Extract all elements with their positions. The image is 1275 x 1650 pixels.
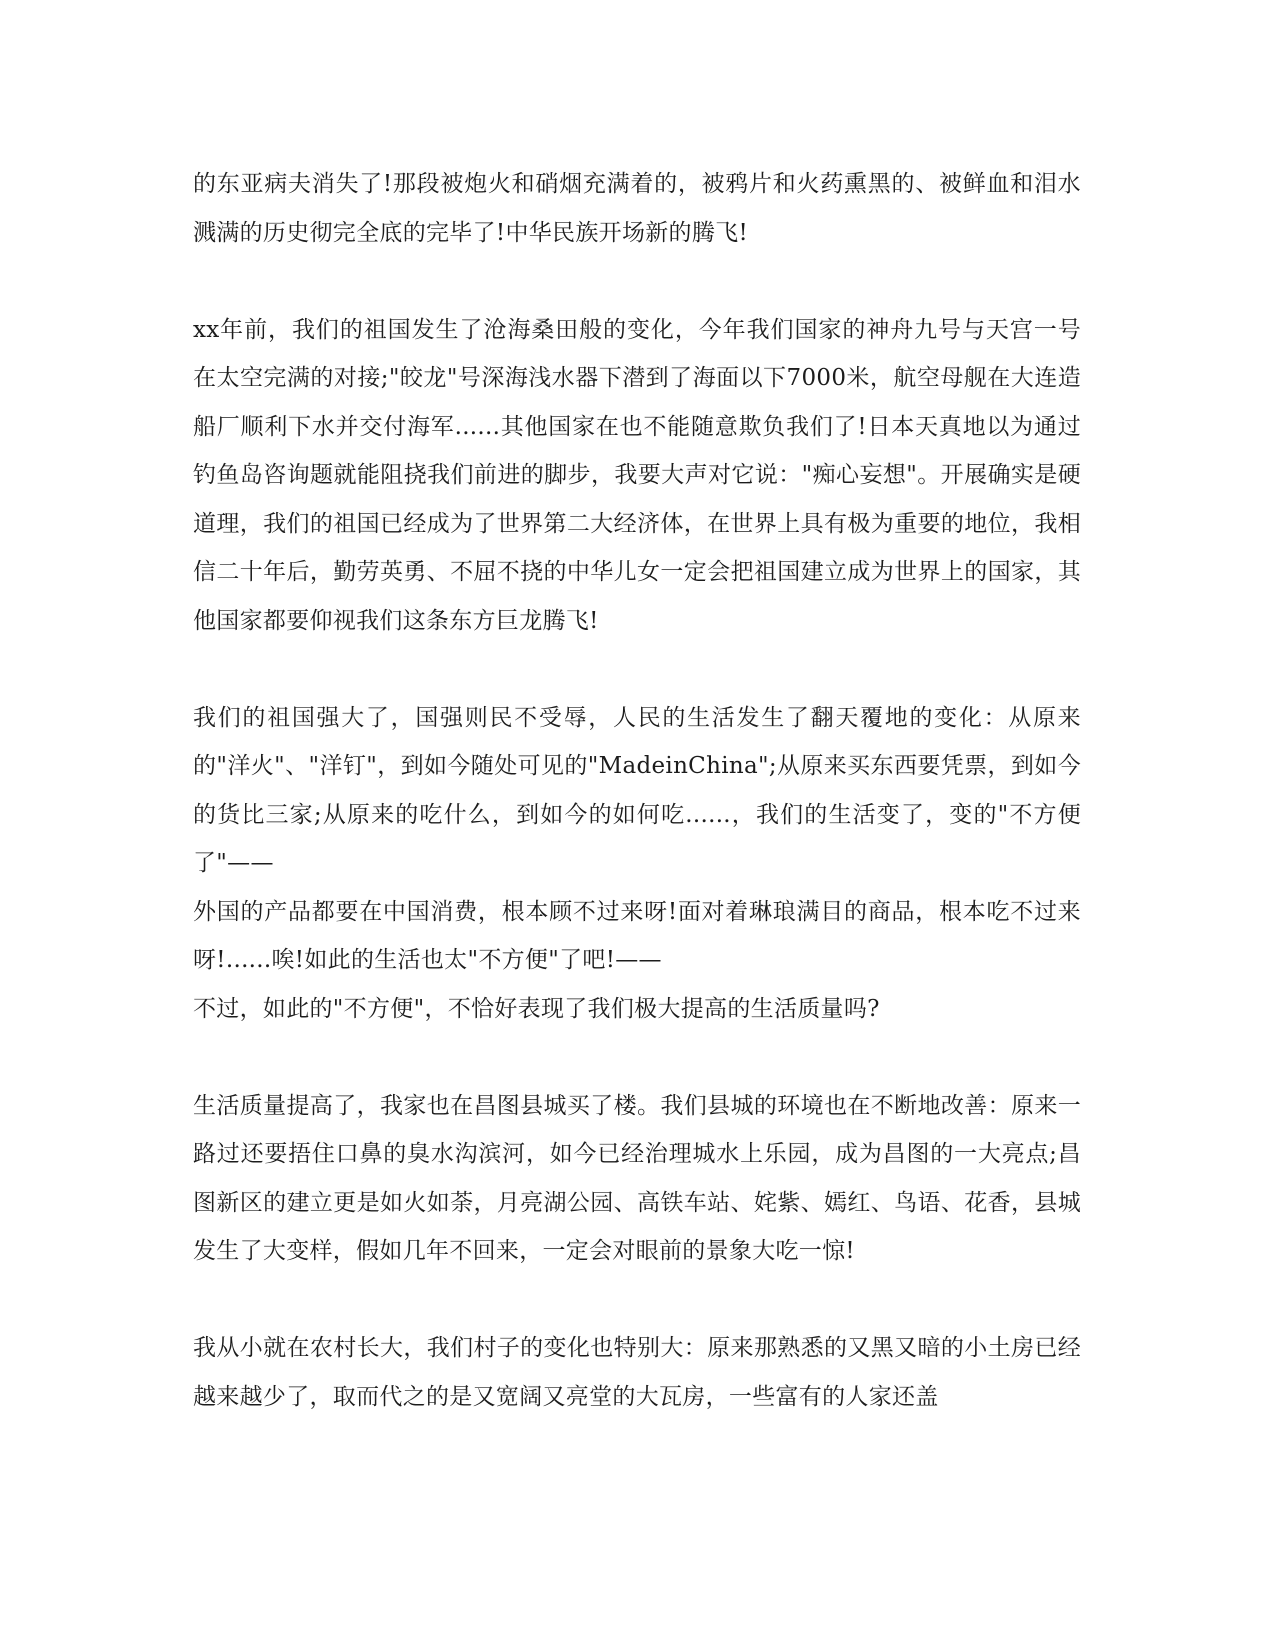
paragraph-5: 不过，如此的"不方便"，不恰好表现了我们极大提高的生活质量吗? [193, 995, 880, 1022]
paragraph-6: 生活质量提高了，我家也在昌图县城买了楼。我们县城的环境也在不断地改善：原来一路过还要捂住口鼻的臭水沟滨河，如今已经治理城水上乐园，成为昌图的一大亮点;昌图新区的建立更是如火如荼，月亮湖公园、高铁车站、姹紫、嫣红、鸟语、花香，县城发生了大变样，假如几年不回来，一定会对眼前的景象大吃一惊! [193, 1092, 1081, 1264]
paragraph-spacer [193, 645, 1081, 694]
paragraph-3: 我们的祖国强大了，国强则民不受辱，人民的生活发生了翻天覆地的变化：从原来的"洋火"、"洋钉"，到如今随处可见的"MadeinChina";从原来买东西要凭票，到如今的货比三家;从原来的吃什么，到如今的如何吃......，我们的生活变了，变的"不方便了"—— [193, 704, 1081, 876]
paragraph-1: 的东亚病夫消失了!那段被炮火和硝烟充满着的，被鸦片和火药熏黑的、被鲜血和泪水溅满的历史彻完全底的完毕了!中华民族开场新的腾飞! [193, 171, 1081, 246]
paragraph-spacer [193, 257, 1081, 306]
document-body [193, 160, 1081, 1421]
paragraph-spacer [193, 1033, 1081, 1082]
paragraph-4: 外国的产品都要在中国消费，根本顾不过来呀!面对着琳琅满目的商品，根本吃不过来呀!......唉!如此的生活也太"不方便"了吧!—— [193, 898, 1081, 973]
paragraph-7: 我从小就在农村长大，我们村子的变化也特别大：原来那熟悉的又黑又暗的小土房已经越来越少了，取而代之的是又宽阔又亮堂的大瓦房，一些富有的人家还盖 [193, 1335, 1081, 1410]
paragraph-spacer [193, 1276, 1081, 1325]
paragraph-2: xx年前，我们的祖国发生了沧海桑田般的变化，今年我们国家的神舟九号与天宫一号在太空完满的对接;"皎龙"号深海浅水器下潜到了海面以下7000米，航空母舰在大连造船厂顺利下水并交付海军......其他国家在也不能随意欺负我们了!日本天真地以为通过钓鱼岛咨询题就能阻挠我们前进的脚步，我要大声对它说："痴心妄想"。开展确实是硬道理，我们的祖国已经成为了世界第二大经济体，在世界上具有极为重要的地位，我相信二十年后，勤劳英勇、不屈不挠的中华儿女一定会把祖国建立成为世界上的国家，其他国家都要仰视我们这条东方巨龙腾飞! [193, 316, 1081, 634]
